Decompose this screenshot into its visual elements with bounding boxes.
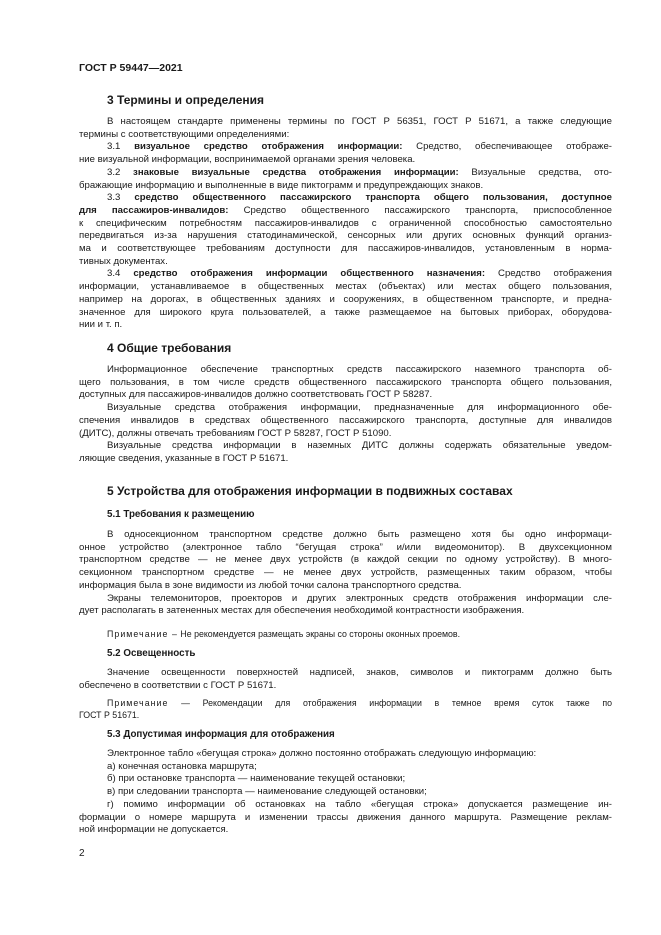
term-definition: Визуальные средства, ото-	[458, 166, 612, 178]
term-definition: Средство, обеспечивающее отображе-	[402, 141, 612, 153]
paragraph-line: Значение освещенности поверхностей надписей, знаков, символов и пиктограмм должно быть	[107, 667, 612, 678]
term-number: 3.2	[107, 166, 121, 178]
term-3-1	[79, 141, 612, 154]
paragraph-line: ние визуальной информации, воспринимаемой органами зрения человека.	[79, 154, 416, 166]
note-text: — Рекомендации для отображения информации в темное время суток также по	[168, 698, 612, 708]
note-text: ГОСТ Р 51671.	[79, 710, 140, 720]
paragraph-line: к специфическим потребностям пассажиров-инвалидов с ограниченной способностью самостоятельно	[79, 217, 612, 229]
term-name: для пассажиров-инвалидов:	[79, 204, 229, 216]
paragraph-line: Визуальные средства информации в наземных ДИТС должны содержать обязательные уведом-	[107, 440, 612, 452]
subsection-5-3-body	[79, 748, 612, 837]
term-name: средство отображения информации общественного назначения:	[133, 268, 486, 280]
paragraph-line: например на дорогах, в общественных зданиях и сооружениях, в общественном транспорте, и предна-	[79, 293, 612, 305]
paragraph-line: В настоящем стандарте применены термины по ГОСТ Р 56351, ГОСТ Р 51671, а также следующие	[107, 116, 612, 127]
term-name: знаковые визуальные средства отображения информации:	[133, 166, 459, 178]
paragraph-line: онное устройство (электронное табло “бегущая строка” и/или видеомонитор). В двухсекционном	[79, 541, 612, 553]
term-name: визуальное средство отображения информации:	[134, 141, 403, 153]
paragraph-line: дует располагать в затененных местах для обеспечения необходимой контрастности изображения.	[79, 605, 525, 617]
term-definition: Средство отображения	[485, 268, 613, 280]
note-text: Не рекомендуется размещать экраны со стороны оконных проемов.	[177, 629, 461, 639]
paragraph-line: передвигаться из-за нарушения статодинамической, сенсорных или других основных функций организ-	[79, 230, 612, 242]
paragraph-line: нии и т. п.	[79, 319, 123, 331]
paragraph-line: ляющие сведения, указанные в ГОСТ Р 51671.	[79, 452, 289, 464]
subsection-5-2-title: 5.2 Освещенность	[107, 648, 196, 659]
page-number: 2	[79, 848, 85, 859]
paragraph-line: секционном транспортном средстве — не менее двух устройств, размещенных таким образом, чтобы	[79, 567, 612, 579]
paragraph-line: спечения инвалидов в средствах общественного пассажирского транспорта, доступные для инвалидов	[79, 414, 612, 426]
term-number: 3.3	[107, 192, 121, 204]
paragraph-line: транспортном средстве — не менее двух устройств (в каждой секции по одному устройству). В много-	[79, 554, 612, 566]
paragraph-line: (ДИТС), должны отвечать требованиям ГОСТ Р 58287, ГОСТ Р 51090.	[79, 427, 392, 439]
paragraph-line: обеспечено в соответствии с ГОСТ Р 51671.	[79, 679, 277, 691]
note-label: Примечание	[107, 698, 169, 708]
note-5-1	[79, 628, 612, 640]
paragraph-line: Экраны телемониторов, проекторов и других электронных средств отображения информации сле-	[107, 592, 612, 604]
section-4-title: 4 Общие требования	[107, 341, 232, 355]
term-number: 3.4	[107, 268, 121, 280]
term-3-3	[79, 192, 612, 205]
subsection-5-3-title: 5.3 Допустимая информация для отображения	[107, 729, 335, 740]
paragraph-line: Электронное табло «бегущая строка» должно постоянно отображать следующую информацию:	[107, 748, 537, 759]
paragraph-line: Визуальные средства отображения информации, предназначенные для информационного обе-	[107, 402, 612, 414]
paragraph-line	[79, 205, 612, 218]
paragraph-line: ма и соответствующее требованиям доступности для пассажиров-инвалидов, установленным в норма-	[79, 243, 612, 255]
term-3-4	[79, 268, 612, 281]
paragraph-line: значенное для широкого круга пользователей, а также размещаемое на бытовых приборах, оборудова-	[79, 306, 612, 318]
paragraph-line: информация была в зоне видимости из любой точки салона транспортного средства.	[79, 579, 462, 591]
term-3-2	[79, 167, 612, 180]
note-label: Примечание –	[107, 629, 178, 639]
subsection-5-2-body	[79, 667, 612, 692]
paragraph-line: бражающие информацию и выполненные в виде пиктограмм и предупреждающих знаков.	[79, 179, 484, 191]
term-definition: Средство общественного пассажирского транспорта, приспособленное	[228, 204, 612, 216]
paragraph-line: формации о номере маршрута и изменении трассы движения данного маршрута. Размещение реклам-	[79, 811, 612, 823]
paragraph-line: ной информации не допускается.	[79, 824, 229, 836]
section-5-title: 5 Устройства для отображения информации в подвижных составах	[107, 484, 513, 498]
subsection-5-1-title: 5.1 Требования к размещению	[107, 509, 255, 520]
subsection-5-1-body	[79, 529, 612, 618]
paragraph-line: доступных для пассажиров-инвалидов должно соответствовать ГОСТ Р 58287.	[79, 389, 433, 401]
paragraph-line: В односекционном транспортном средстве должно быть размещено хотя бы одно информаци-	[107, 529, 612, 540]
paragraph-line: Информационное обеспечение транспортных средств пассажирского наземного транспорта об-	[107, 364, 612, 375]
list-item: б) при остановке транспорта — наименование текущей остановки;	[107, 773, 406, 785]
paragraph-line: тивных документах.	[79, 255, 168, 267]
document-header: ГОСТ Р 59447—2021	[79, 62, 183, 74]
list-item: в) при следовании транспорта — наименование следующей остановки;	[107, 786, 427, 798]
note-5-2	[79, 697, 612, 721]
section-4-body	[79, 364, 612, 466]
term-number: 3.1	[107, 141, 121, 153]
paragraph-line: щего пользования, в том числе средств общественного пассажирского транспорта общего пользования,	[79, 376, 612, 388]
paragraph-line: информации, устанавливаемое в общественных местах (объектах) или местах общего пользования,	[79, 281, 612, 293]
paragraph-line: термины с соответствующими определениями:	[79, 128, 290, 140]
list-item: г) помимо информации об остановках на табло «бегущая строка» допускается размещение ин-	[107, 798, 612, 810]
section-3-body	[79, 116, 612, 332]
term-name: средство общественного пассажирского транспорта общего пользования, доступное	[134, 192, 612, 204]
section-3-title: 3 Термины и определения	[107, 93, 265, 107]
list-item: а) конечная остановка маршрута;	[107, 760, 257, 772]
